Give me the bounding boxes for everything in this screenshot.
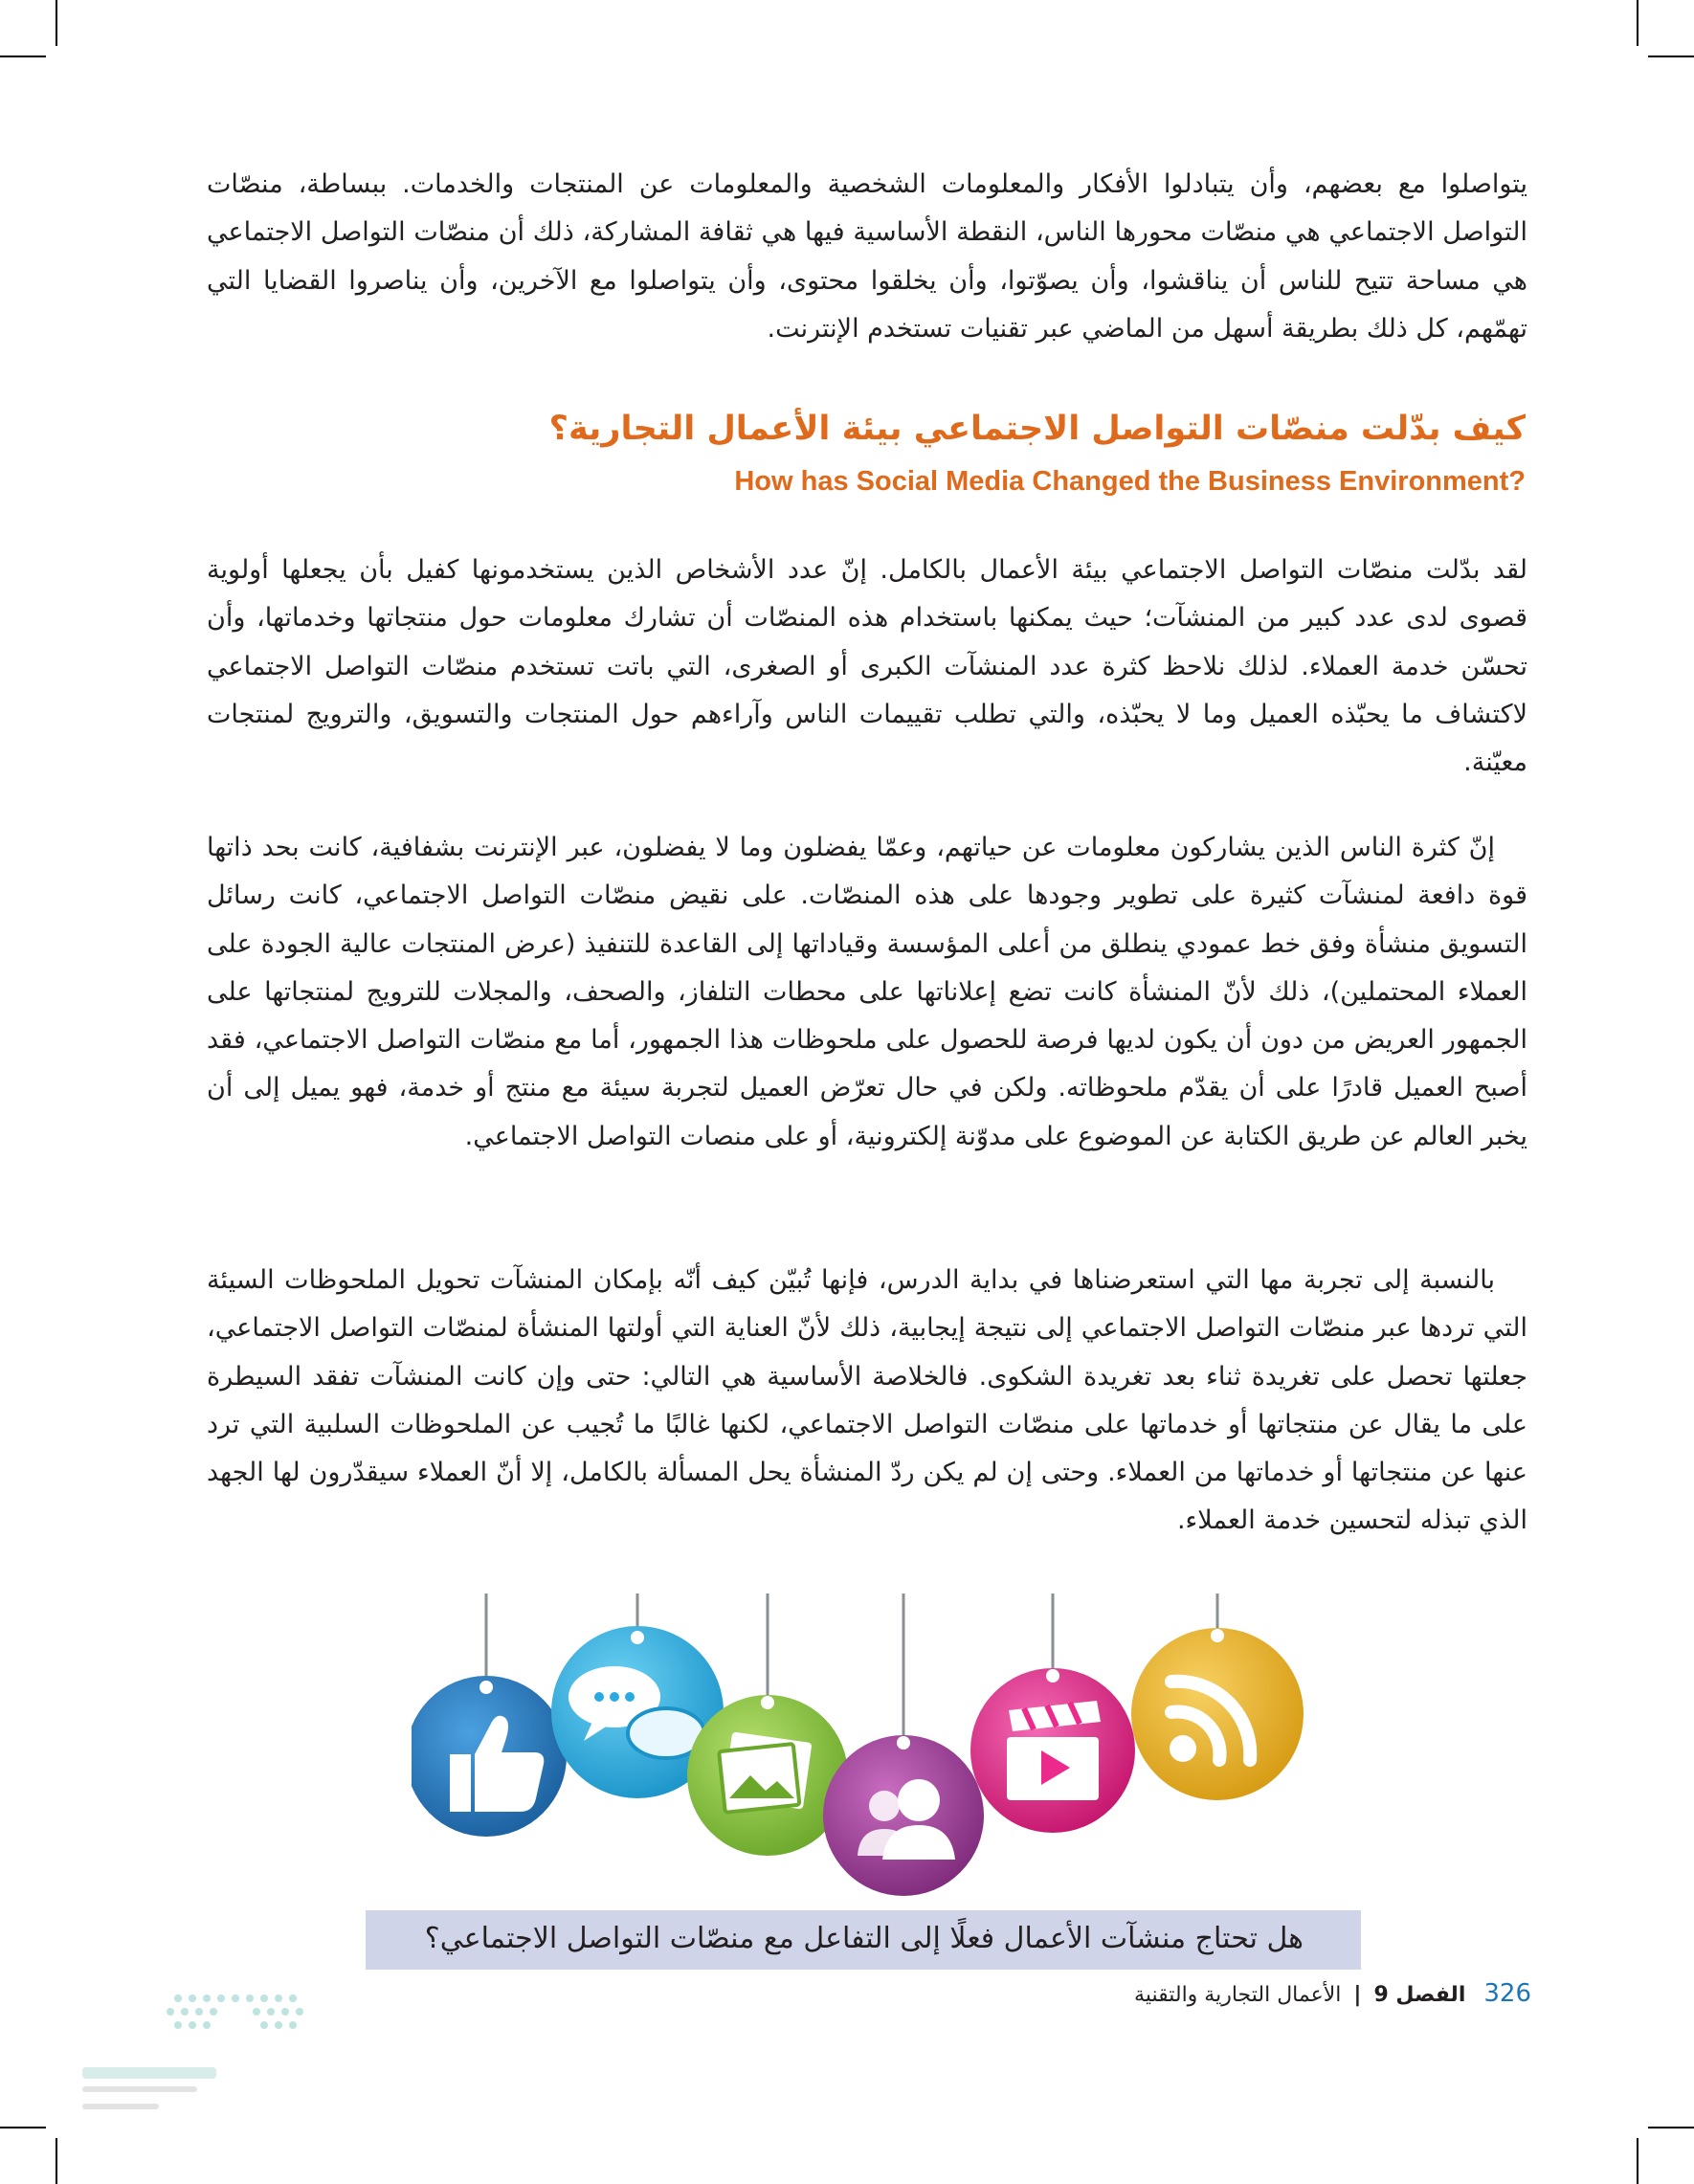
social-media-tags-figure (412, 1593, 1349, 1943)
crop-mark (1637, 2138, 1638, 2184)
page-footer (1134, 1979, 1531, 2008)
footer-separator: | (1353, 1983, 1362, 2007)
figure-caption: هل تحتاج منشآت الأعمال فعلًا إلى التفاعل مع منصّات التواصل الاجتماعي؟ (424, 1922, 1304, 1955)
contacts-icon (823, 1735, 984, 1896)
crop-mark (1637, 0, 1638, 46)
chapter-title: الأعمال التجارية والتقنية (1134, 1983, 1342, 2007)
video-clapper-icon (970, 1668, 1135, 1833)
crop-mark (0, 2127, 46, 2128)
ministry-logo-watermark (82, 1991, 331, 2125)
crop-mark (1648, 56, 1694, 57)
intro-paragraph: يتواصلوا مع بعضهم، وأن يتبادلوا الأفكار والمعلومات الشخصية والمعلومات عن المنتجات والخدمات. ببساطة، منصّات التواصل الاجتماعي هي منصّات محورها الناس، النقطة الأساسية فيها هي ثقافة المشاركة، ذلك أن منصّات التواصل الاجتماعي هي مساحة تتيح للناس أن يناقشوا، وأن يصوّتوا، وأن يخلقوا محتوى، وأن يتواصلوا مع الآخرين، وأن يناصروا القضايا التي تهمّهم، كل ذلك بطريقة أسهل من الماضي عبر تقنيات تستخدم الإنترنت. (207, 169, 1527, 344)
body-paragraph: بالنسبة إلى تجربة مها التي استعرضناها في بداية الدرس، فإنها تُبيّن كيف أنّه بإمكان المنشآت تحويل الملحوظات السيئة التي تردها عبر منصّات التواصل الاجتماعي إلى نتيجة إيجابية، ذلك لأنّ العناية التي أولتها المنشأة لمنصّات التواصل الاجتماعي، جعلتها تحصل على تغريدة ثناء بعد تغريدة الشكوى. فالخلاصة الأساسية هي التالي: حتى وإن كانت المنشآت تفقد السيطرة على ما يقال عن منتجاتها أو خدماتها على منصّات التواصل الاجتماعي، لكنها غالبًا ما تُجيب عن الملحوظات السلبية التي ترد عنها عن منتجاتها أو خدماتها من العملاء. وحتى إن لم يكن ردّ المنشأة يحل المسألة بالكامل، إلا أنّ العملاء سيقدّرون لها الجهد الذي تبذله لتحسين خدمة العملاء. (207, 1265, 1527, 1536)
body-paragraph: إنّ كثرة الناس الذين يشاركون معلومات عن حياتهم، وعمّا يفضلون وما لا يفضلون، عبر الإنترنت بشفافية، كانت بحد ذاتها قوة دافعة لمنشآت كثيرة على تطوير وجودها على هذه المنصّات. على نقيض منصّات التواصل الاجتماعي، كانت رسائل التسويق منشأة وفق خط عمودي ينطلق من أعلى المؤسسة وقياداتها إلى القاعدة للتنفيذ (عرض المنتجات عالية الجودة على العملاء المحتملين)، ذلك لأنّ المنشأة كانت تضع إعلاناتها على محطات التلفاز، والصحف، والمجلات للترويج لمنتجاتها على الجمهور العريض من دون أن يكون لديها فرصة للحصول على ملحوظات هذا الجمهور، أما مع منصّات التواصل الاجتماعي، فقد أصبح العميل قادرًا على أن يقدّم ملحوظاته. ولكن في حال تعرّض العميل لتجربة سيئة مع منتج أو خدمة، فهو يميل إلى أن يخبر العالم عن طريق الكتابة عن الموضوع على مدوّنة إلكترونية، أو على منصات التواصل الاجتماعي. (207, 833, 1527, 1151)
section-heading-english: How has Social Media Changed the Business Environment? (734, 466, 1526, 497)
rss-feed-icon (1131, 1628, 1304, 1800)
crop-mark (56, 0, 57, 46)
crop-mark (1648, 2127, 1694, 2128)
page-number: 326 (1483, 1979, 1531, 2008)
chapter-label: الفصل 9 (1373, 1983, 1466, 2007)
thumbs-up-icon (412, 1676, 567, 1837)
section-heading-arabic: كيف بدّلت منصّات التواصل الاجتماعي بيئة الأعمال التجارية؟ (548, 410, 1526, 448)
crop-mark (0, 56, 46, 57)
photos-icon (687, 1695, 848, 1856)
body-paragraph: لقد بدّلت منصّات التواصل الاجتماعي بيئة الأعمال بالكامل. إنّ عدد الأشخاص الذين يستخدمونها كفيل بأن يجعلها أولوية قصوى لدى عدد كبير من المنشآت؛ حيث يمكنها باستخدام هذه المنصّات أن تشارك معلومات حول منتجاتها وخدماتها، وأن تحسّن خدمة العملاء. لذلك نلاحظ كثرة عدد المنشآت الكبرى أو الصغرى، التي باتت تستخدم منصّات التواصل الاجتماعي لاكتشاف ما يحبّذه العميل وما لا يحبّذه، والتي تطلب تقييمات الناس وآراءهم حول المنتجات والتسويق، والترويج لمنتجات معيّنة. (207, 555, 1527, 778)
crop-mark (56, 2138, 57, 2184)
figure-caption-bar (366, 1910, 1361, 1970)
